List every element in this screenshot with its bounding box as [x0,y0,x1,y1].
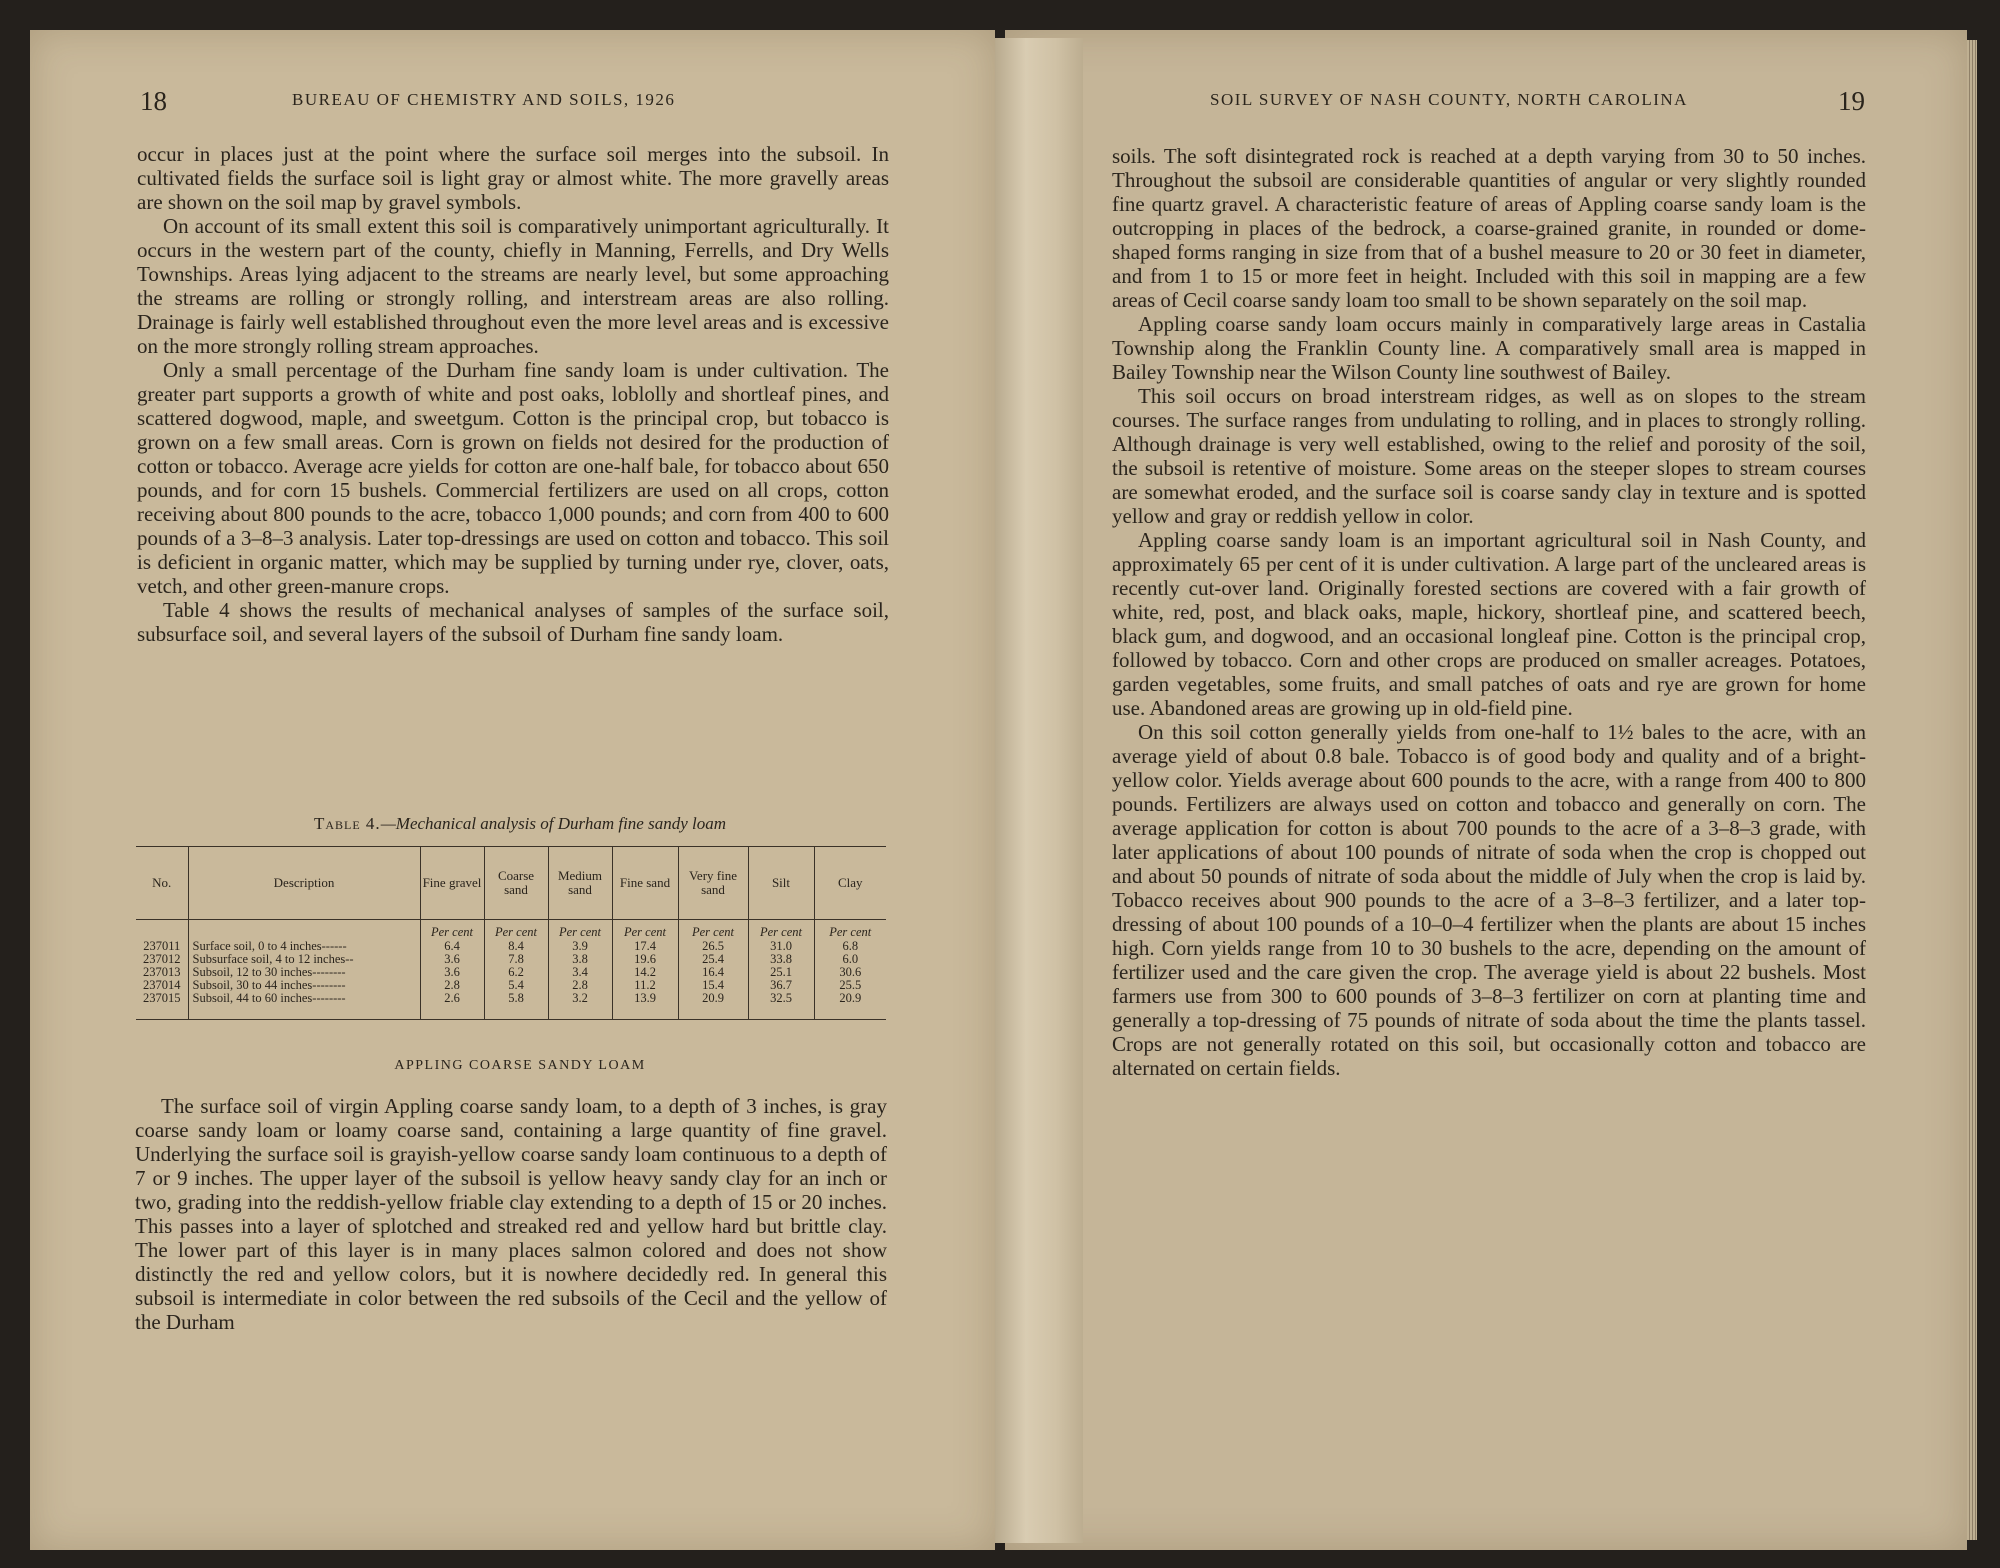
table-caption-label: Table 4. [313,814,381,833]
paragraph: Appling coarse sandy loam is an important agricultural soil in Nash County, and approximately 65 per cent of it is under cultivation. A large part of the uncleared areas is recently cut-over land. Originally forested sections are covered with a fair growth of white, red, post, and black oaks, maple, hickory, shortleaf pine, and scattered beech, black gum, and dogwood, and an occasional longleaf pine. Cotton is the principal crop, followed by tobacco. Corn and other crops are produced on smaller acreages. Potatoes, garden vegetables, some fruits, and small patches of oats and rye are grown for home use. Abandoned areas are growing up in old-field pine. [1112,528,1866,720]
very-fine-sand-values: Per cent 26.5 25.4 16.4 15.4 20.9 [678,920,748,1020]
table-header-row [136,847,886,920]
col-header: Description [188,847,420,920]
paragraph: Only a small percentage of the Durham fine sandy loam is under cultivation. The greater part supports a growth of white and post oaks, loblolly and shortleaf pines, and scattered dogwood, maple, and sweetgum. Cotton is the principal crop, but tobacco is grown on a few small areas. Corn is grown on fields not desired for the production of cotton or tobacco. Average acre yields for cotton are one-half bale, for tobacco about 650 pounds, and for corn 15 bushels. Commercial fertilizers are used on all crops, cotton receiving about 800 pounds to the acre, tobacco 1,000 pounds; and corn from 400 to 600 pounds of a 3–8–3 analysis. Later top-dressings are used on cotton and tobacco. This soil is deficient in organic matter, which may be supplied by turning under rye, clover, oats, vetch, and other green-manure crops. [137,358,889,598]
table-data-row [136,920,886,1020]
fine-sand-values: Per cent 17.4 19.6 14.2 11.2 13.9 [612,920,678,1020]
paragraph: This soil occurs on broad interstream ridges, as well as on slopes to the stream courses. The surface ranges from undulating to rolling, and in places to strongly rolling. Although drainage is very well established, owing to the relief and porosity of the soil, the subsoil is retentive of moisture. Some areas on the steeper slopes to stream courses are somewhat eroded, and the surface soil is coarse sandy clay in texture and is spotted yellow and gray or reddish yellow in color. [1112,384,1866,528]
col-header: Fine gravel [420,847,484,920]
col-header: Silt [748,847,814,920]
paragraph: On this soil cotton generally yields from one-half to 1½ bales to the acre, with an average yield of about 0.8 bale. Tobacco is of good body and quality and of a bright-yellow color. Yields average about 600 pounds to the acre, with a range from 400 to 800 pounds. Fertilizers are always used on cotton and tobacco and generally on corn. The average application for cotton is about 700 pounds to the acre of a 3–8–3 grade, with later applications of about 100 pounds of nitrate of soda when the crop is chopped out and about 50 pounds of nitrate of soda about the middle of July when the crop is laid by. Tobacco receives about 900 pounds to the acre of a 3–8–3 fertilizer, and a later top-dressing of about 100 pounds of a 10–0–4 fertilizer when the plants are about 15 inches high. Corn yields range from 10 to 30 bushels to the acre, depending on the amount of fertilizer used and the care given the crop. The average yield is about 22 bushels. Most farmers use from 300 to 600 pounds of 3–8–3 fertilizer on corn at planting time and generally a top-dressing of 75 pounds of nitrate of soda about the time the plants tassel. Crops are not generally rotated on this soil, but occasionally cotton and tobacco are alternated on certain fields. [1112,720,1866,1080]
paragraph: On account of its small extent this soil is comparatively unimportant agriculturally. It occurs in the western part of the county, chiefly in Manning, Ferrells, and Dry Wells Townships. Areas lying adjacent to the streams are nearly level, but some approaching the streams are rolling or strongly rolling, and interstream areas are also rolling. Drainage is fairly well established throughout even the more level areas and is excessive on the more strongly rolling stream approaches. [137,214,889,358]
paragraph: Table 4 shows the results of mechanical analyses of samples of the surface soil, subsurface soil, and several layers of the subsoil of Durham fine sandy loam. [137,598,889,646]
sample-numbers: 237011 237012 237013 237014 237015 [143,939,181,1005]
silt-values: Per cent 31.0 33.8 25.1 36.7 32.5 [748,920,814,1020]
left-running-head: BUREAU OF CHEMISTRY AND SOILS, 1926 [292,90,676,109]
right-running-head: SOIL SURVEY OF NASH COUNTY, NORTH CAROLINA [1210,90,1688,109]
right-page-number: 19 [1838,86,1865,116]
page-edges [1967,40,1977,1540]
col-header: Coarse sand [484,847,548,920]
paragraph: soils. The soft disintegrated rock is reached at a depth varying from 30 to 50 inches. Throughout the subsoil are considerable quantities of angular or very slightly rounded fine quartz gravel. A characteristic feature of areas of Appling coarse sandy loam is the outcropping in places of the bedrock, a coarse-grained granite, in rounded or dome-shaped forms ranging in size from that of a bushel measure to 20 or 30 feet in diameter, and from 1 to 15 or more feet in height. Included with this soil in mapping are a few areas of Cecil coarse sandy loam too small to be shown separately on the soil map. [1112,144,1866,312]
col-header: Clay [814,847,886,920]
section-heading: APPLING COARSE SANDY LOAM [394,1058,646,1073]
coarse-sand-values: Per cent 8.4 7.8 6.2 5.4 5.8 [484,920,548,1020]
medium-sand-values: Per cent 3.9 3.8 3.4 2.8 3.2 [548,920,612,1020]
left-text-bottom [135,1094,887,1334]
col-header: Medium sand [548,847,612,920]
col-header: Very fine sand [678,847,748,920]
col-header: Fine sand [612,847,678,920]
book-gutter [995,38,1083,1543]
fine-gravel-values: Per cent 6.4 3.6 3.6 2.8 2.6 [420,920,484,1020]
table-caption [140,814,900,834]
mechanical-analysis-table [136,846,886,1020]
col-header: No. [136,847,188,920]
left-page-number: 18 [140,86,167,116]
right-text [1112,144,1866,1080]
paragraph: Appling coarse sandy loam occurs mainly in comparatively large areas in Castalia Township along the Franklin County line. A comparatively small area is mapped in Bailey Township near the Wilson County line southwest of Bailey. [1112,312,1866,384]
sample-descriptions: Surface soil, 0 to 4 inches------ Subsurface soil, 4 to 12 inches-- Subsoil, 12 to 30 inches-------- Subsoil, 30 to 44 inches-------- Subsoil, 44 to 60 inches-------- [188,920,420,1020]
paragraph: The surface soil of virgin Appling coarse sandy loam, to a depth of 3 inches, is gray coarse sandy loam or loamy coarse sand, containing a large quantity of fine gravel. Underlying the surface soil is grayish-yellow coarse sandy loam continuous to a depth of 7 or 9 inches. The upper layer of the subsoil is yellow heavy sandy clay for an inch or two, grading into the reddish-yellow friable clay extending to a depth of 15 or 20 inches. This passes into a layer of splotched and streaked red and yellow hard but brittle clay. The lower part of this layer is in many places salmon colored and does not show distinctly the red and yellow colors, but it is nowhere decidedly red. In general this subsoil is intermediate in color between the red subsoils of the Cecil and the yellow of the Durham [135,1094,887,1334]
paragraph: occur in places just at the point where the surface soil merges into the subsoil. In cultivated fields the surface soil is light gray or almost white. The more gravelly areas are shown on the soil map by gravel symbols. [137,142,889,214]
clay-values: Per cent 6.8 6.0 30.6 25.5 20.9 [814,920,886,1020]
left-text-top [137,142,889,646]
table-caption-text: —Mechanical analysis of Durham fine sandy loam [380,814,727,833]
